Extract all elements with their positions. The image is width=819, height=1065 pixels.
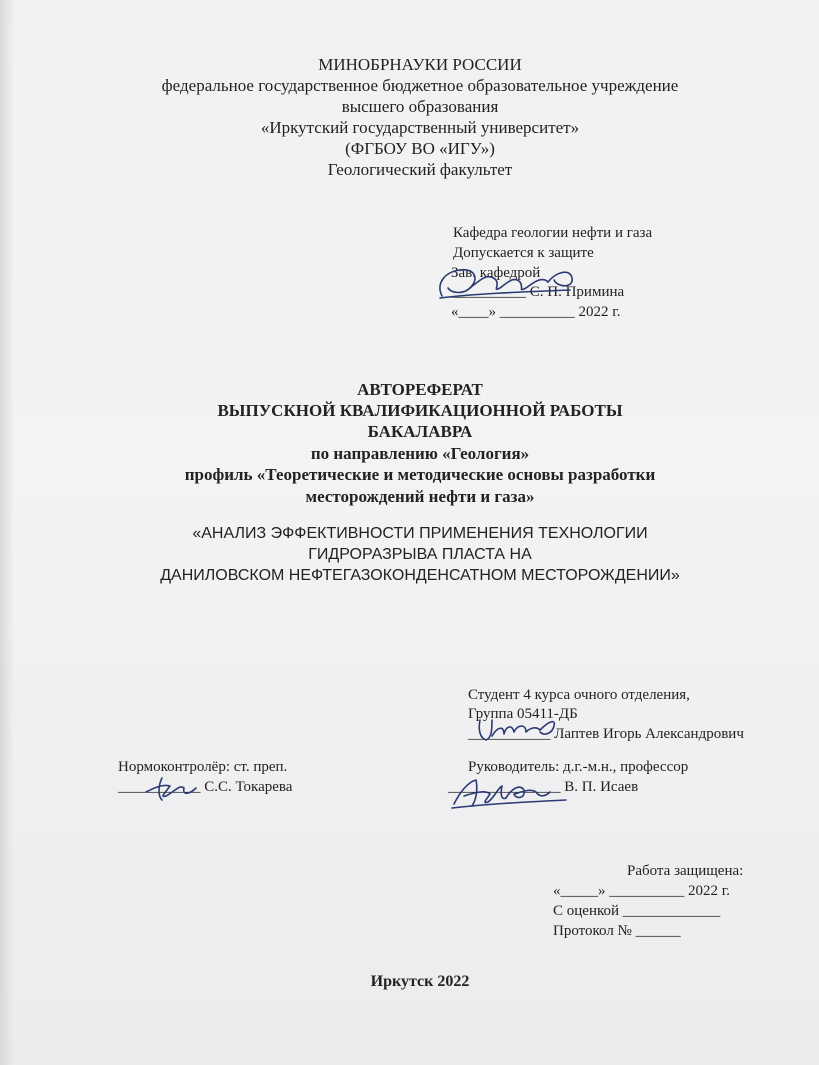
ministry-name: МИНОБРНАУКИ РОССИИ <box>318 55 522 74</box>
supervisor-label: Руководитель: д.г.-м.н., профессор <box>468 759 689 775</box>
topic-line-1: «АНАЛИЗ ЭФФЕКТИВНОСТИ ПРИМЕНЕНИЯ ТЕХНОЛОГИИ <box>192 525 648 542</box>
title-abstract: АВТОРЕФЕРАТ <box>357 380 483 399</box>
topic-line-3: ДАНИЛОВСКОМ НЕФТЕГАЗОКОНДЕНСАТНОМ МЕСТОРОЖДЕНИИ» <box>160 567 680 584</box>
student-name-line: ___________ Лаптев Игорь Александрович <box>468 726 744 742</box>
student-course: Студент 4 курса очного отделения, <box>468 687 690 703</box>
supervisor-name-line: _______________ В. П. Исаев <box>448 779 639 795</box>
normcontrol-name-line: ___________ С.С. Токарева <box>118 779 293 795</box>
approval-date-line: «____» __________ 2022 г. <box>451 304 621 320</box>
topic-line-2: ГИДРОРАЗРЫВА ПЛАСТА НА <box>308 546 532 563</box>
page-edge-shadow <box>0 0 14 1065</box>
student-group: Группа 05411-ДБ <box>468 706 578 722</box>
university-name: «Иркутский государственный университет» <box>260 118 580 137</box>
title-profile-line-2: месторождений нефти и газа» <box>305 487 535 506</box>
admitted-label: Допускается к защите <box>453 245 594 261</box>
department-name: Кафедра геологии нефти и газа <box>453 225 653 241</box>
defense-date-line: «_____» __________ 2022 г. <box>553 883 730 899</box>
institution-line-2: высшего образования <box>341 97 499 116</box>
head-of-department-label: Зав. кафедрой <box>451 265 541 281</box>
title-profile-line-1: профиль «Теоретические и методические основы разработки <box>184 465 656 484</box>
protocol-line: Протокол № ______ <box>553 923 681 939</box>
title-direction: по направлению «Геология» <box>310 444 530 463</box>
institution-line-1: федеральное государственное бюджетное образовательное учреждение <box>161 76 679 95</box>
faculty-name: Геологический факультет <box>327 160 513 179</box>
title-work-type: ВЫПУСКНОЙ КВАЛИФИКАЦИОННОЙ РАБОТЫ <box>217 401 623 420</box>
normcontrol-label: Нормоконтролёр: ст. преп. <box>118 759 288 775</box>
grade-line: С оценкой _____________ <box>553 903 721 919</box>
city-year: Иркутск 2022 <box>370 973 470 990</box>
head-name-line: __________ С. П. Примина <box>451 284 625 300</box>
defense-label: Работа защищена: <box>627 863 744 879</box>
title-degree: БАКАЛАВРА <box>367 422 473 441</box>
university-abbr: (ФГБОУ ВО «ИГУ») <box>345 139 495 158</box>
